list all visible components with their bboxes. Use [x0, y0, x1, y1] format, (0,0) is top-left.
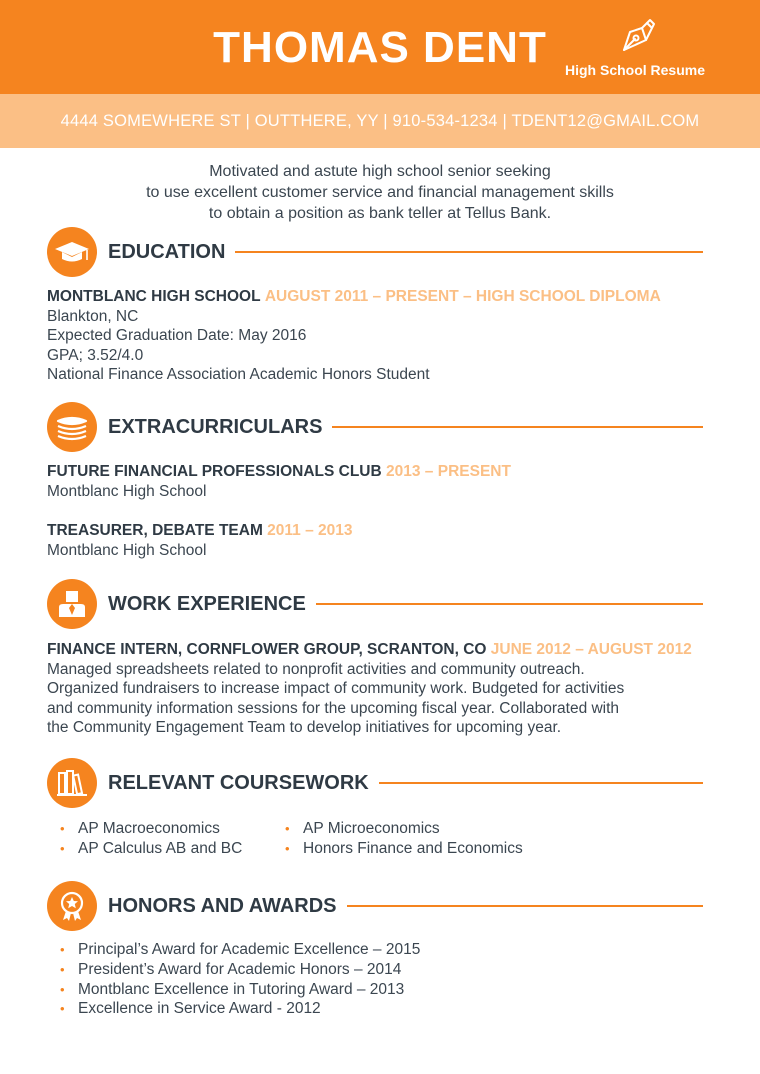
- activity-dates: 2013 – PRESENT: [386, 463, 511, 480]
- list-item: • AP Macroeconomics: [47, 819, 277, 839]
- job-dates: JUNE 2012 – AUGUST 2012: [490, 641, 692, 658]
- education-detail: Expected Graduation Date: May 2016: [47, 327, 307, 344]
- coursework-list-right: [272, 819, 572, 859]
- books-stack-icon: [47, 402, 97, 452]
- list-item: • Montblanc Excellence in Tutoring Award – 2013: [47, 980, 547, 1000]
- list-item: • Excellence in Service Award - 2012: [47, 999, 547, 1019]
- activity-place: Montblanc High School: [47, 482, 207, 500]
- section-title: EXTRACURRICULARS: [108, 402, 332, 452]
- objective-statement: [60, 161, 700, 224]
- activity-role: FUTURE FINANCIAL PROFESSIONALS CLUB: [47, 463, 382, 480]
- education-dates: AUGUST 2011 – PRESENT – HIGH SCHOOL DIPLOMA: [264, 288, 661, 305]
- coursework-list-left: [47, 819, 277, 859]
- header-banner: [0, 0, 760, 94]
- fountain-pen-icon: [616, 14, 660, 58]
- resume-subtitle: High School Resume: [564, 62, 706, 78]
- section-header-coursework: [47, 758, 703, 808]
- section-header-honors: [47, 881, 703, 931]
- award-medal-icon: [47, 881, 97, 931]
- job-description: Organized fundraisers to increase impact of community work. Budgeted for activities: [47, 680, 625, 697]
- job-description: Managed spreadsheets related to nonprofit activities and community outreach.: [47, 660, 585, 678]
- activity-dates: 2011 – 2013: [267, 522, 353, 539]
- objective-line: to obtain a position as bank teller at Tellus Bank.: [208, 205, 552, 222]
- section-header-work: [47, 579, 703, 629]
- job-description: the Community Engagement Team to develop initiatives for upcoming year.: [47, 719, 562, 736]
- school-name: MONTBLANC HIGH SCHOOL: [47, 288, 261, 305]
- education-detail: Blankton, NC: [47, 307, 139, 325]
- extracurricular-item: [47, 521, 707, 560]
- list-item: • President’s Award for Academic Honors – 2014: [47, 960, 547, 980]
- section-title: WORK EXPERIENCE: [108, 579, 316, 629]
- objective-line: to use excellent customer service and financial management skills: [146, 184, 614, 201]
- section-title: RELEVANT COURSEWORK: [108, 758, 379, 808]
- businessman-icon: [47, 579, 97, 629]
- contact-bar: 4444 SOMEWHERE ST | OUTTHERE, YY | 910-534-1234 | TDENT12@GMAIL.COM: [0, 94, 760, 148]
- education-heading: [47, 287, 707, 307]
- section-header-extracurriculars: [47, 402, 703, 452]
- resume-name: THOMAS DENT: [213, 23, 547, 72]
- job-title: FINANCE INTERN, CORNFLOWER GROUP, SCRANTON, CO: [47, 641, 487, 658]
- list-item: • AP Microeconomics: [272, 819, 572, 839]
- list-item: • Principal’s Award for Academic Excellence – 2015: [47, 940, 547, 960]
- education-detail: National Finance Association Academic Honors Student: [47, 366, 430, 383]
- honors-list: [47, 940, 547, 1019]
- list-item: • Honors Finance and Economics: [272, 839, 572, 859]
- extracurricular-item: [47, 462, 707, 501]
- activity-place: Montblanc High School: [47, 541, 207, 559]
- education-detail: GPA; 3.52/4.0: [47, 346, 144, 364]
- list-item: • AP Calculus AB and BC: [47, 839, 277, 859]
- objective-line: Motivated and astute high school senior seeking: [209, 163, 551, 180]
- section-title: HONORS AND AWARDS: [108, 881, 347, 931]
- bookshelf-icon: [47, 758, 97, 808]
- activity-role: TREASURER, DEBATE TEAM: [47, 522, 263, 539]
- job-description: and community information sessions for the upcoming fiscal year. Collaborated with: [47, 699, 620, 717]
- education-block: [47, 287, 707, 385]
- work-block: [47, 640, 707, 738]
- section-title: EDUCATION: [108, 227, 235, 277]
- section-header-education: [47, 227, 703, 277]
- graduation-cap-icon: [47, 227, 97, 277]
